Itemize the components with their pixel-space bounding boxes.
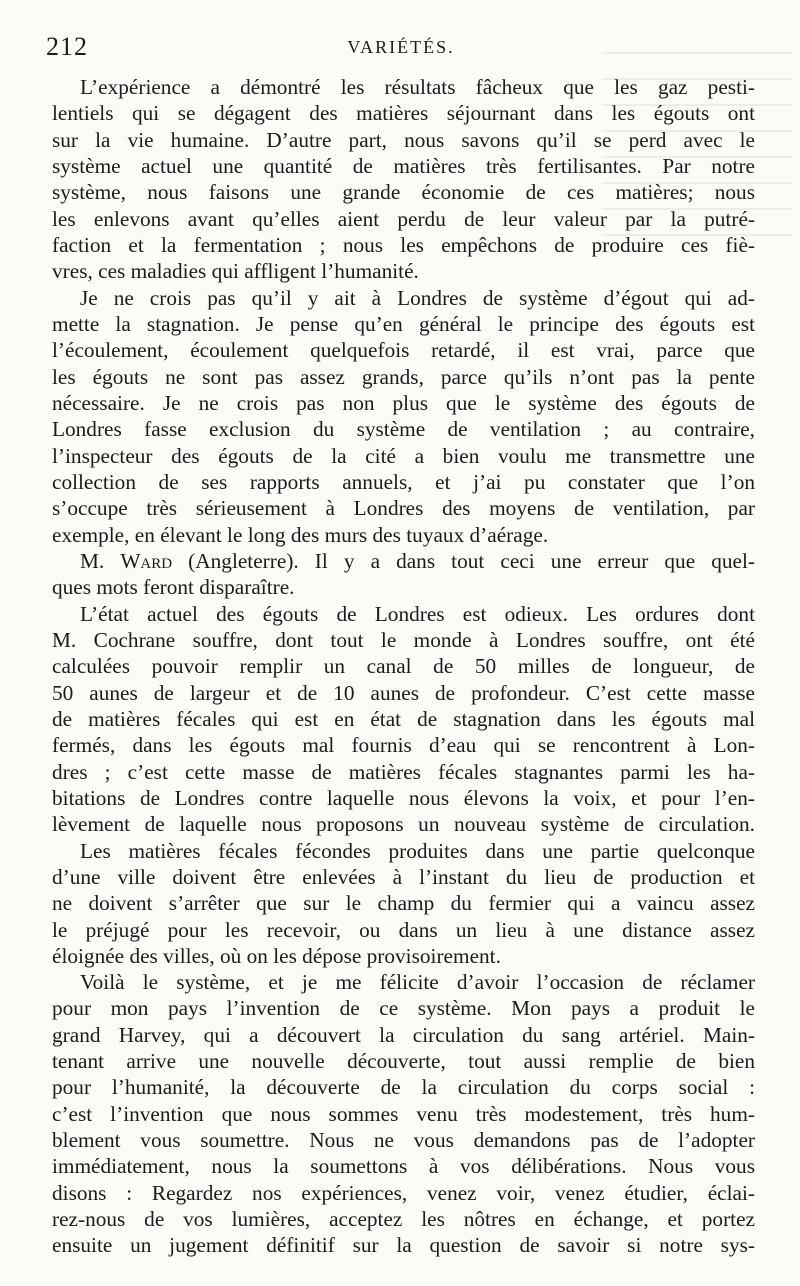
text-line: Je ne crois pas qu’il y ait à Londres de système d’égout qui ad- — [80, 285, 755, 310]
text-line: ques mots feront disparaître. — [52, 575, 295, 600]
text-line: pour l’humanité, la découverte de la circulation du corps social : — [52, 1075, 755, 1100]
text-line: système, nous faisons une grande économie de ces matières; nous — [52, 180, 755, 205]
text-line: tenant arrive une nouvelle découverte, tout aussi remplie de bien — [52, 1049, 755, 1074]
page-header — [46, 32, 756, 68]
text-line: les égouts ne sont pas assez grands, parce qu’ils n’ont pas la pente — [52, 364, 755, 389]
page-number: 212 — [46, 32, 88, 61]
speaker-name: Ward — [120, 548, 173, 573]
text-line: le préjugé pour les recevoir, ou dans un lieu à une distance assez — [52, 917, 755, 942]
text-line: lentiels qui se dégagent des matières séjournant dans les égouts ont — [52, 101, 755, 126]
text-line: c’est l’invention que nous sommes venu très modestement, très hum- — [52, 1101, 755, 1126]
text-line: Les matières fécales fécondes produites dans une partie quelconque — [80, 838, 755, 863]
text-line: 50 aunes de largeur et de 10 aunes de profondeur. C’est cette masse — [52, 680, 755, 705]
text-line: lèvement de laquelle nous proposons un nouveau système de circulation. — [52, 812, 755, 837]
text-line: les enlevons avant qu’elles aient perdu de leur valeur par la putré- — [52, 206, 755, 231]
text-line: L’état actuel des égouts de Londres est odieux. Les ordures dont — [80, 601, 755, 626]
text-line: Londres fasse exclusion du système de ventilation ; au contraire, — [52, 417, 755, 442]
text-line: ne doivent s’arrêter que sur le champ du fermier qui a vaincu assez — [52, 891, 755, 916]
text-line: pour mon pays l’invention de ce système. Mon pays a produit le — [52, 996, 755, 1021]
text-line: M. Cochrane souffre, dont tout le monde à Londres souffre, ont été — [52, 627, 755, 652]
text-line: collection de ses rapports annuels, et j’ai pu constater que l’on — [52, 469, 755, 494]
text-line: bitations de Londres contre laquelle nous élevons la voix, et pour l’en- — [52, 785, 755, 810]
text-line: grand Harvey, qui a découvert la circulation du sang artériel. Main- — [52, 1022, 755, 1047]
text-line: de matières fécales qui est en état de stagnation dans les égouts mal — [52, 706, 755, 731]
text-line: l’écoulement, écoulement quelquefois retardé, il est vrai, parce que — [52, 338, 755, 363]
text-line: dres ; c’est cette masse de matières fécales stagnantes parmi les ha- — [52, 759, 755, 784]
text-line: faction et la fermentation ; nous les empêchons de produire ces fiè- — [52, 232, 755, 257]
running-head: VARIÉTÉS. — [347, 37, 455, 57]
text-line: système actuel une quantité de matières très fertilisantes. Par notre — [52, 153, 755, 178]
text-line: rez-nous de vos lumières, acceptez les nôtres en échange, et portez — [52, 1207, 755, 1232]
text-line: ensuite un jugement définitif sur la question de savoir si notre sys- — [52, 1233, 755, 1258]
text-line: L’expérience a démontré les résultats fâcheux que les gaz pesti- — [80, 75, 755, 99]
text-line: mette la stagnation. Je pense qu’en général le principe des égouts est — [52, 311, 755, 336]
text-line: immédiatement, nous la soumettons à vos délibérations. Nous vous — [52, 1154, 755, 1179]
body-text — [52, 74, 755, 1259]
text-line: nécessaire. Je ne crois pas non plus que le système des égouts de — [52, 390, 755, 415]
text-line: éloignée des villes, où on les dépose provisoirement. — [52, 943, 501, 968]
text-line: blement vous soumettre. Nous ne vous demandons pas de l’adopter — [52, 1128, 755, 1153]
text-line: sur la vie humaine. D’autre part, nous savons qu’il se perd avec le — [52, 127, 755, 152]
text-line: l’inspecteur des égouts de la cité a bien voulu me transmettre une — [52, 443, 755, 468]
text-line: exemple, en élevant le long des murs des tuyaux d’aérage. — [52, 522, 549, 547]
text-line: fermés, dans les égouts mal fournis d’eau qui se rencontrent à Lon- — [52, 733, 755, 758]
text-line: calculées pouvoir remplir un canal de 50 milles de longueur, de — [52, 654, 755, 679]
text-line: vres, ces maladies qui affligent l’humanité. — [52, 259, 419, 284]
text-line: Voilà le système, et je me félicite d’avoir l’occasion de réclamer — [80, 970, 755, 995]
text-line: s’occupe très sérieusement à Londres des moyens de ventilation, par — [52, 496, 755, 521]
text-line: disons : Regardez nos expériences, venez voir, venez étudier, éclai- — [52, 1180, 755, 1205]
text-line: d’une ville doivent être enlevées à l’instant du lieu de production et — [52, 864, 755, 889]
text-line: M. Ward (Angleterre). Il y a dans tout ceci une erreur que quel- — [80, 548, 755, 573]
